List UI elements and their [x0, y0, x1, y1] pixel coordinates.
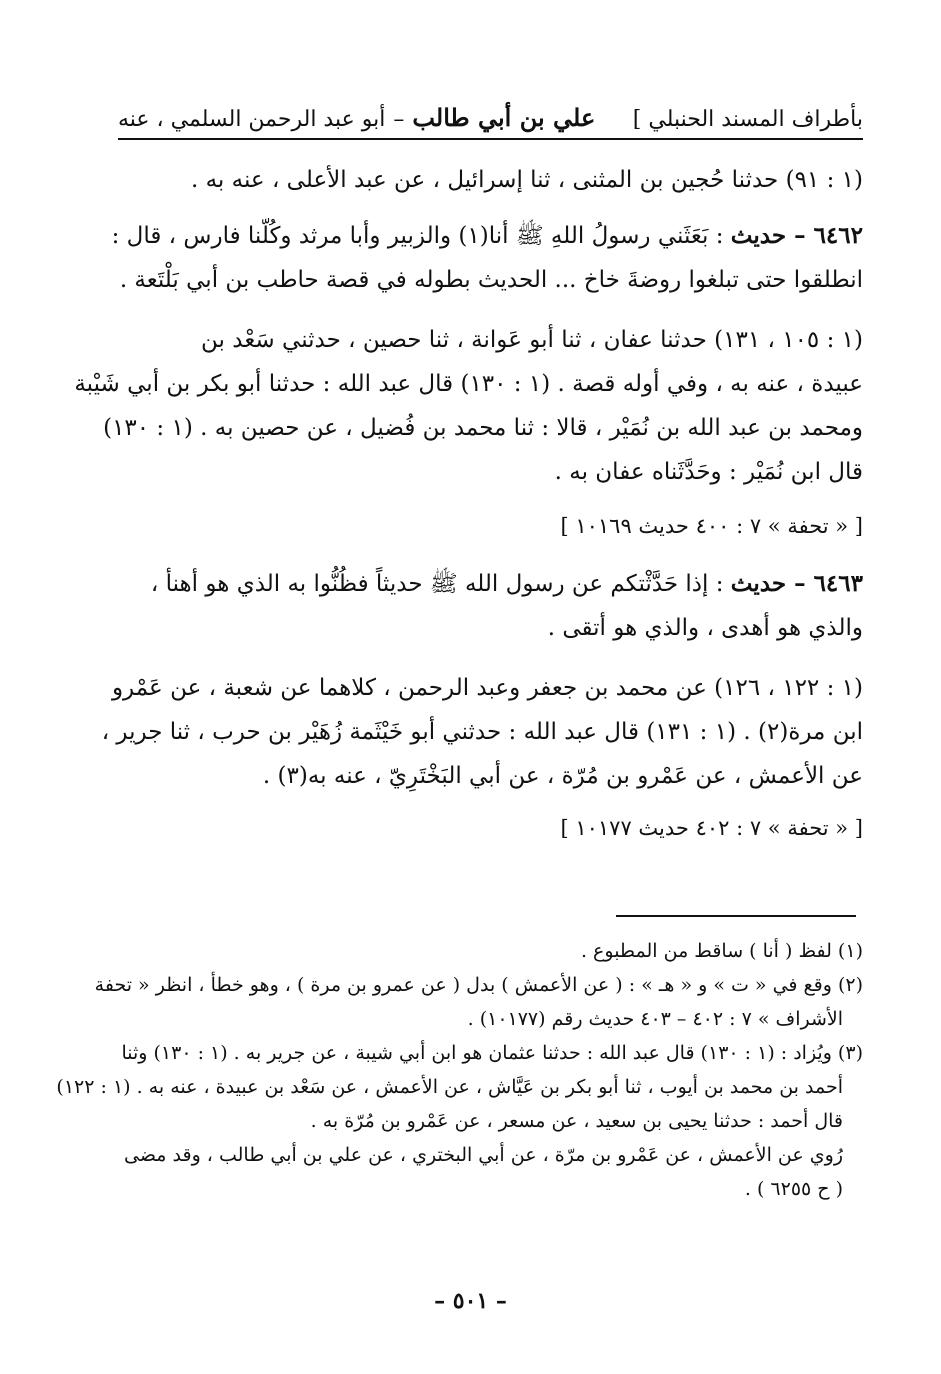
- isnad-line-91: [118, 158, 863, 202]
- source-line: (١ : ١٠٥ ، ١٣١) حدثنا عفان ، ثنا أبو عَوانة ، ثنا حصين ، حدثني سَعْد بن: [201, 327, 863, 353]
- source-line: ومحمد بن عبد الله بن نُمَيْر ، قالا : ثنا محمد بن فُضيل ، عن حصين به . (١ : ١٣٠): [103, 415, 863, 441]
- hadith-number: ٦٤٦٣ – حديث: [730, 570, 863, 597]
- footnote-1: (١) لفظ ( أنا ) ساقط من المطبوع .: [580, 940, 863, 962]
- footnote-3-line-4: رُوي عن الأعمش ، عن عَمْرو بن مرّة ، عن أبي البختري ، عن علي بن أبي طالب ، وقد مضى: [123, 1144, 843, 1166]
- footnote-3-line-3: قال أحمد : حدثنا يحيى بن سعيد ، عن مسعر ، عن عَمْرو بن مُرّة به .: [310, 1110, 843, 1132]
- page-number: – ٥٠١ –: [434, 1288, 507, 1314]
- footnote-2-line-2: الأشراف » ٧ : ٤٠٢ – ٤٠٣ حديث رقم (١٠١٧٧) .: [467, 1008, 843, 1030]
- footnote-2-line-1: (٢) وقع في « ت » و « هـ » : ( عن الأعمش ) بدل ( عن عمرو بن مرة ) ، وهو خطأ ، انظر « تحفة: [94, 974, 863, 996]
- source-line: ابن مرة(٢) . (١ : ١٣١) قال عبد الله : حدثني أبو خَيْثَمة زُهَيْر بن حرب ، ثنا جرير ،: [101, 719, 863, 745]
- header-narrator: أبو عبد الرحمن السلمي ، عنه: [118, 107, 386, 132]
- header-dash: –: [393, 107, 405, 132]
- footnotes: [56, 934, 863, 1206]
- hadith-text: : بَعَثَني رسولُ اللهِ ﷺ أنا(١) والزبير وأبا مرثد وكُلّنا فارس ، قال :: [111, 223, 724, 249]
- hadith-6462: [111, 214, 863, 302]
- text-line: (١ : ٩١) حدثنا حُجين بن المثنى ، ثنا إسرائيل ، عن عبد الأعلى ، عنه به .: [190, 167, 863, 193]
- tuhfa-ref-6463: [118, 808, 863, 848]
- footnote-3-line-2: أحمد بن محمد بن أيوب ، ثنا أبو بكر بن عَيَّاش ، عن الأعمش ، عن سَعْد بن عبيدة ، عنه به . (١ : ١٢٢): [56, 1076, 843, 1098]
- hadith-6462-line-2: انطلقوا حتى تبلغوا روضةَ خاخ ... الحديث بطوله في قصة حاطب بن أبي بَلْتَعة .: [119, 267, 863, 293]
- hadith-text: : إذا حَدَّثْتكم عن رسول الله ﷺ حديثاً فظُنُّوا به الذي هو أهنأ ،: [150, 571, 724, 597]
- reference-line: [ « تحفة » ٧ : ٤٠٢ حديث ١٠١٧٧ ]: [560, 816, 863, 840]
- header-section: [118, 103, 595, 132]
- hadith-6463-line-1: [118, 562, 863, 606]
- source-line: عبيدة ، عنه به ، وفي أوله قصة . (١ : ١٣٠) قال عبد الله : حدثنا أبو بكر بن أبي شَيْبة: [74, 371, 863, 397]
- sources-6462: [74, 318, 863, 494]
- source-line: قال ابن نُمَيْر : وحَدَّثَناه عفان به .: [554, 459, 863, 485]
- footnote-3-line-5: ( ح ٦٢٥٥ ) .: [744, 1178, 843, 1200]
- tuhfa-ref-6462: [118, 506, 863, 546]
- source-line: (١ : ١٢٢ ، ١٢٦) عن محمد بن جعفر وعبد الرحمن ، كلاهما عن شعبة ، عن عَمْرو: [111, 675, 863, 701]
- hadith-6463: [118, 562, 863, 650]
- footnote-3-line-1: (٣) ويُزاد : (١ : ١٣٠) قال عبد الله : حدثنا عثمان هو ابن أبي شيبة ، عن جرير به . (١ : ١٣٠) وثنا: [121, 1042, 863, 1064]
- reference-line: [ « تحفة » ٧ : ٤٠٠ حديث ١٠١٦٩ ]: [560, 514, 863, 538]
- header-book-title: بأطراف المسند الحنبلي ]: [632, 107, 863, 132]
- hadith-6462-line-1: [111, 214, 863, 258]
- running-header: [118, 92, 863, 140]
- hadith-number: ٦٤٦٢ – حديث: [730, 222, 863, 249]
- source-line: عن الأعمش ، عن عَمْرو بن مُرّة ، عن أبي البَخْتَرِيّ ، عنه به(٣) .: [262, 763, 863, 789]
- header-companion: علي بن أبي طالب: [412, 103, 596, 132]
- hadith-6463-line-2: والذي هو أهدى ، والذي هو أتقى .: [547, 615, 863, 641]
- footnote-separator: [616, 915, 856, 917]
- sources-6463: [101, 666, 863, 798]
